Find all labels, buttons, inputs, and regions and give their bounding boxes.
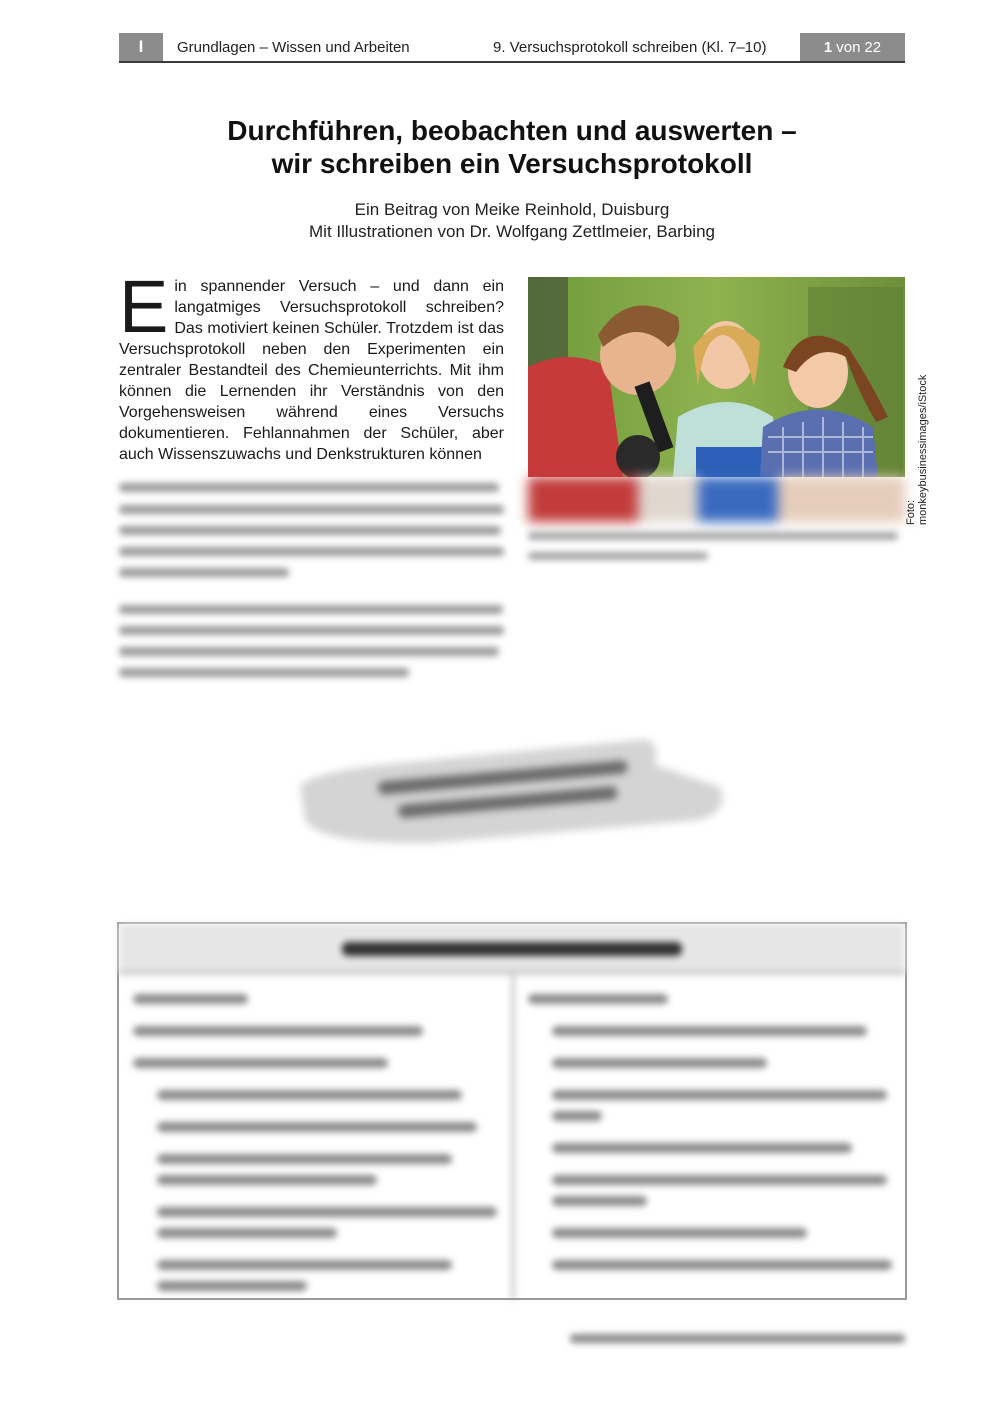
page-separator: von [836, 38, 861, 56]
page-current: 1 [823, 38, 833, 56]
photo-credit: Foto: monkeybusinessimages/iStock [905, 374, 929, 525]
blurred-text-lines [119, 465, 504, 685]
intro-text: in spannender Versuch – und dann ein langatmiges Versuchsprotokoll schreiben? Das motiviert keinen Schüler. Trotzdem ist das Versuchsprotokoll neben den Experimenten ein zentraler Bestandteil des Chemieunterrichts. Mit ihm können die Lernenden ihr Verständnis von den Vorgehensweisen während eines Versuchs dokumentieren. Fehlannahmen der Schüler, aber auch Wissenszuwachs und Denkstrukturen können [119, 278, 504, 463]
blurred-intro-continuation [119, 465, 504, 691]
title-line-2: wir schreiben ein Versuchsprotokoll [271, 148, 753, 179]
page-indicator [800, 33, 905, 61]
intro-paragraph [119, 276, 504, 481]
title-line-1: Durchführen, beobachten und auswerten – [227, 115, 797, 146]
header-subject: Grundlagen – Wissen und Arbeiten [177, 39, 410, 56]
blurred-left-column-lines [133, 984, 503, 1294]
overview-right-column [514, 974, 905, 1300]
blurred-photo-strip [528, 477, 905, 522]
students-microscope-illustration [528, 277, 905, 477]
illustrator-line: Mit Illustrationen von Dr. Wolfgang Zettlmeier, Barbing [309, 222, 715, 241]
blurred-caption-lines [528, 528, 905, 568]
overview-left-column [119, 974, 514, 1300]
blurred-banner-shape [280, 725, 740, 855]
blurred-footer [560, 1330, 905, 1349]
overview-box-title [119, 924, 905, 974]
blurred-photo-caption [528, 528, 905, 573]
author-credits [100, 199, 924, 243]
page-header [119, 33, 905, 63]
blurred-box-title [342, 938, 682, 958]
overview-box [117, 922, 907, 1300]
author-line: Ein Beitrag von Meike Reinhold, Duisburg [354, 200, 670, 219]
blurred-right-column-lines [528, 984, 893, 1294]
drop-cap: E [119, 276, 169, 348]
classroom-photo [528, 277, 905, 477]
page-total: 22 [864, 38, 882, 56]
blurred-photo-bottom [528, 477, 905, 522]
section-badge: I [119, 33, 163, 61]
blurred-footer-line [560, 1330, 905, 1346]
header-topic: 9. Versuchsprotokoll schreiben (Kl. 7–10) [493, 39, 767, 56]
page-title [100, 114, 924, 180]
